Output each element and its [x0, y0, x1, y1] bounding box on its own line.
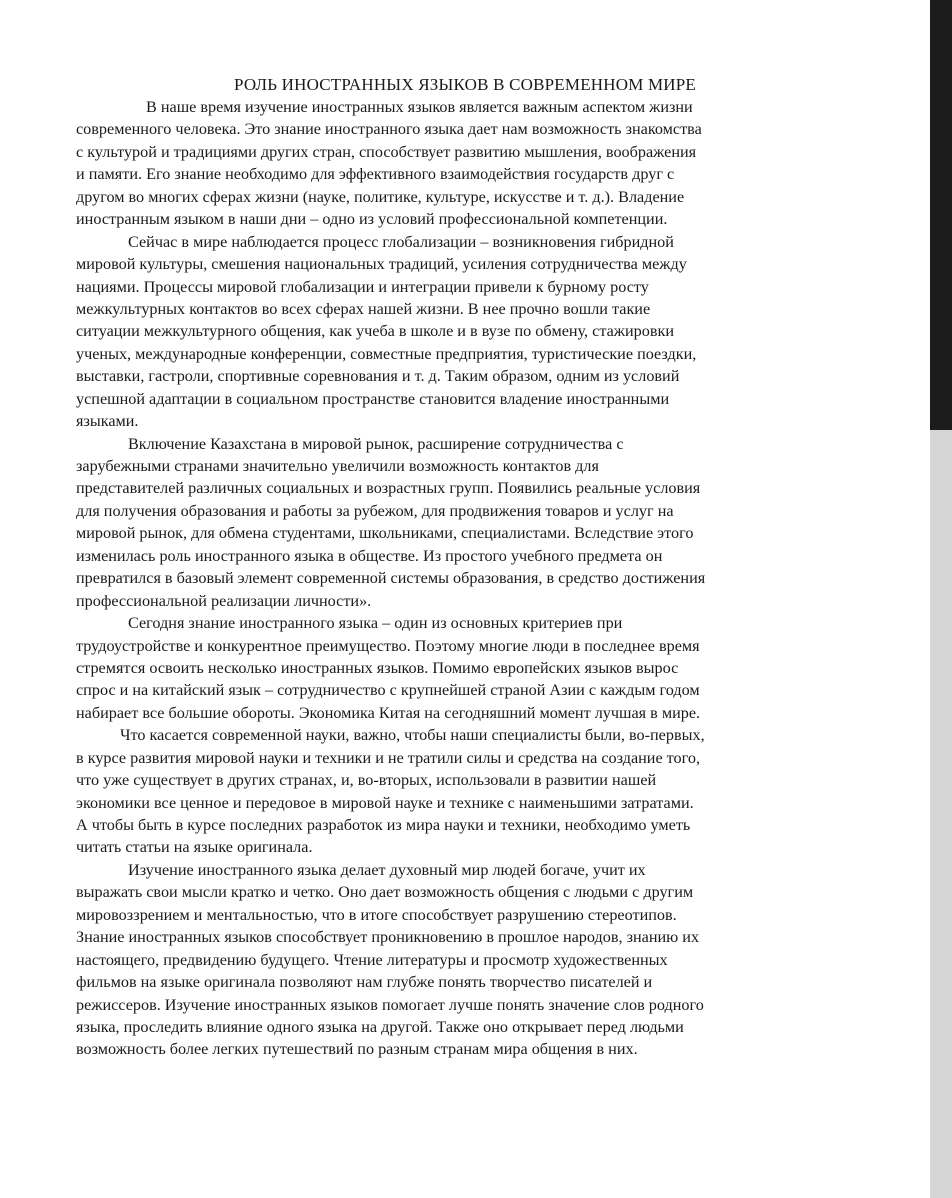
text-line: другом во многих сферах жизни (науке, политике, культуре, искусстве и т. д.). Владение	[76, 187, 685, 206]
text-line: ситуации межкультурного общения, как учеба в школе и в вузе по обмену, стажировки	[76, 322, 674, 341]
paragraph-5	[76, 724, 868, 859]
text-line: возможность более легких путешествий по разным странам мира общения в них.	[76, 1040, 638, 1059]
text-line: успешной адаптации в социальном пространстве становится владение иностранными	[76, 389, 670, 408]
text-line: читать статьи на языке оригинала.	[76, 838, 313, 857]
document-title: РОЛЬ ИНОСТРАННЫХ ЯЗЫКОВ В СОВРЕМЕННОМ МИРЕ	[233, 75, 697, 94]
paragraph-1	[76, 96, 868, 231]
text-line: межкультурных контактов во всех сферах нашей жизни. В нее прочно вошли такие	[76, 299, 651, 318]
paragraph-3	[76, 433, 868, 613]
paragraph-4	[76, 612, 868, 724]
text-line: для получения образования и работы за рубежом, для продвижения товаров и услуг на	[76, 501, 674, 520]
text-line: языка, проследить влияние одного языка на другой. Также оно открывает перед людьми	[76, 1017, 684, 1036]
text-line: фильмов на языке оригинала позволяют нам глубже понять творчество писателей и	[76, 973, 653, 992]
text-line: настоящего, предвидению будущего. Чтение литературы и просмотр художественных	[76, 950, 668, 969]
text-line: мировой культуры, смешения национальных традиций, усиления сотрудничества между	[76, 255, 687, 274]
paragraph-2	[76, 231, 868, 433]
vertical-scrollbar[interactable]	[930, 0, 952, 1198]
text-line: мировоззрением и ментальностью, что в итоге способствует разрушению стереотипов.	[76, 905, 677, 924]
text-line: что уже существует в других странах, и, во-вторых, использовали в развитии нашей	[76, 771, 657, 790]
text-line: языками.	[76, 412, 139, 431]
document-body	[76, 96, 868, 1061]
text-line: трудоустройстве и конкурентное преимущество. Поэтому многие люди в последнее время	[76, 636, 700, 655]
text-line: Сегодня знание иностранного языка – один из основных критериев при	[128, 614, 623, 633]
text-line: в курсе развития мировой науки и техники и не тратили силы и средства на создание того,	[76, 748, 701, 767]
text-line: нациями. Процессы мировой глобализации и интеграции привели к бурному росту	[76, 277, 649, 296]
text-line: экономики все ценное и передовое в мировой науке и технике с наименьшими затратами.	[76, 793, 694, 812]
text-line: А чтобы быть в курсе последних разработок из мира науки и техники, необходимо уметь	[76, 816, 691, 834]
scrollbar-thumb[interactable]	[930, 0, 952, 430]
text-line: зарубежными странами значительно увеличили возможность контактов для	[76, 457, 599, 475]
text-line: мировой рынок, для обмена студентами, школьниками, специалистами. Вследствие этого	[76, 524, 694, 543]
text-line: современного человека. Это знание иностранного языка дает нам возможность знакомства	[76, 120, 702, 139]
text-line: изменилась роль иностранного языка в обществе. Из простого учебного предмета он	[76, 546, 663, 565]
text-line: Сейчас в мире наблюдается процесс глобализации – возникновения гибридной	[128, 232, 674, 251]
text-line: режиссеров. Изучение иностранных языков помогает лучше понять значение слов родного	[76, 995, 704, 1014]
text-line: В наше время изучение иностранных языков является важным аспектом жизни	[146, 98, 693, 116]
text-line: Знание иностранных языков способствует проникновению в прошлое народов, знанию их	[76, 928, 700, 947]
text-line: Включение Казахстана в мировой рынок, расширение сотрудничества с	[128, 434, 624, 453]
text-line: набирает все большие обороты. Экономика Китая на сегодняшний момент лучшая в мире.	[76, 703, 701, 722]
text-line: спрос и на китайский язык – сотрудничество с крупнейшей страной Азии с каждым годом	[76, 681, 700, 700]
text-line: и памяти. Его знание необходимо для эффективного взаимодействия государств друг с	[76, 165, 675, 184]
paragraph-6	[76, 859, 868, 1061]
text-line: иностранным языком в наши дни – одно из условий профессиональной компетенции.	[76, 210, 668, 229]
text-line: превратился в базовый элемент современной системы образования, в средство достижения	[76, 569, 706, 588]
text-line: стремятся освоить несколько иностранных языков. Помимо европейских языков вырос	[76, 658, 679, 677]
text-line: Что касается современной науки, важно, чтобы наши специалисты были, во-первых,	[120, 726, 705, 745]
text-line: с культурой и традициями других стран, способствует развитию мышления, воображения	[76, 142, 697, 161]
text-line: профессиональной реализации личности».	[76, 591, 372, 610]
text-line: представителей различных социальных и возрастных групп. Появились реальные условия	[76, 479, 701, 498]
text-line: выражать свои мысли кратко и четко. Оно дает возможность общения с людьми с другим	[76, 883, 694, 902]
text-line: Изучение иностранного языка делает духовный мир людей богаче, учит их	[128, 860, 646, 879]
text-line: ученых, международные конференции, совместные предприятия, туристические поездки,	[76, 344, 697, 363]
text-line: выставки, гастроли, спортивные соревнования и т. д. Таким образом, одним из условий	[76, 367, 680, 386]
